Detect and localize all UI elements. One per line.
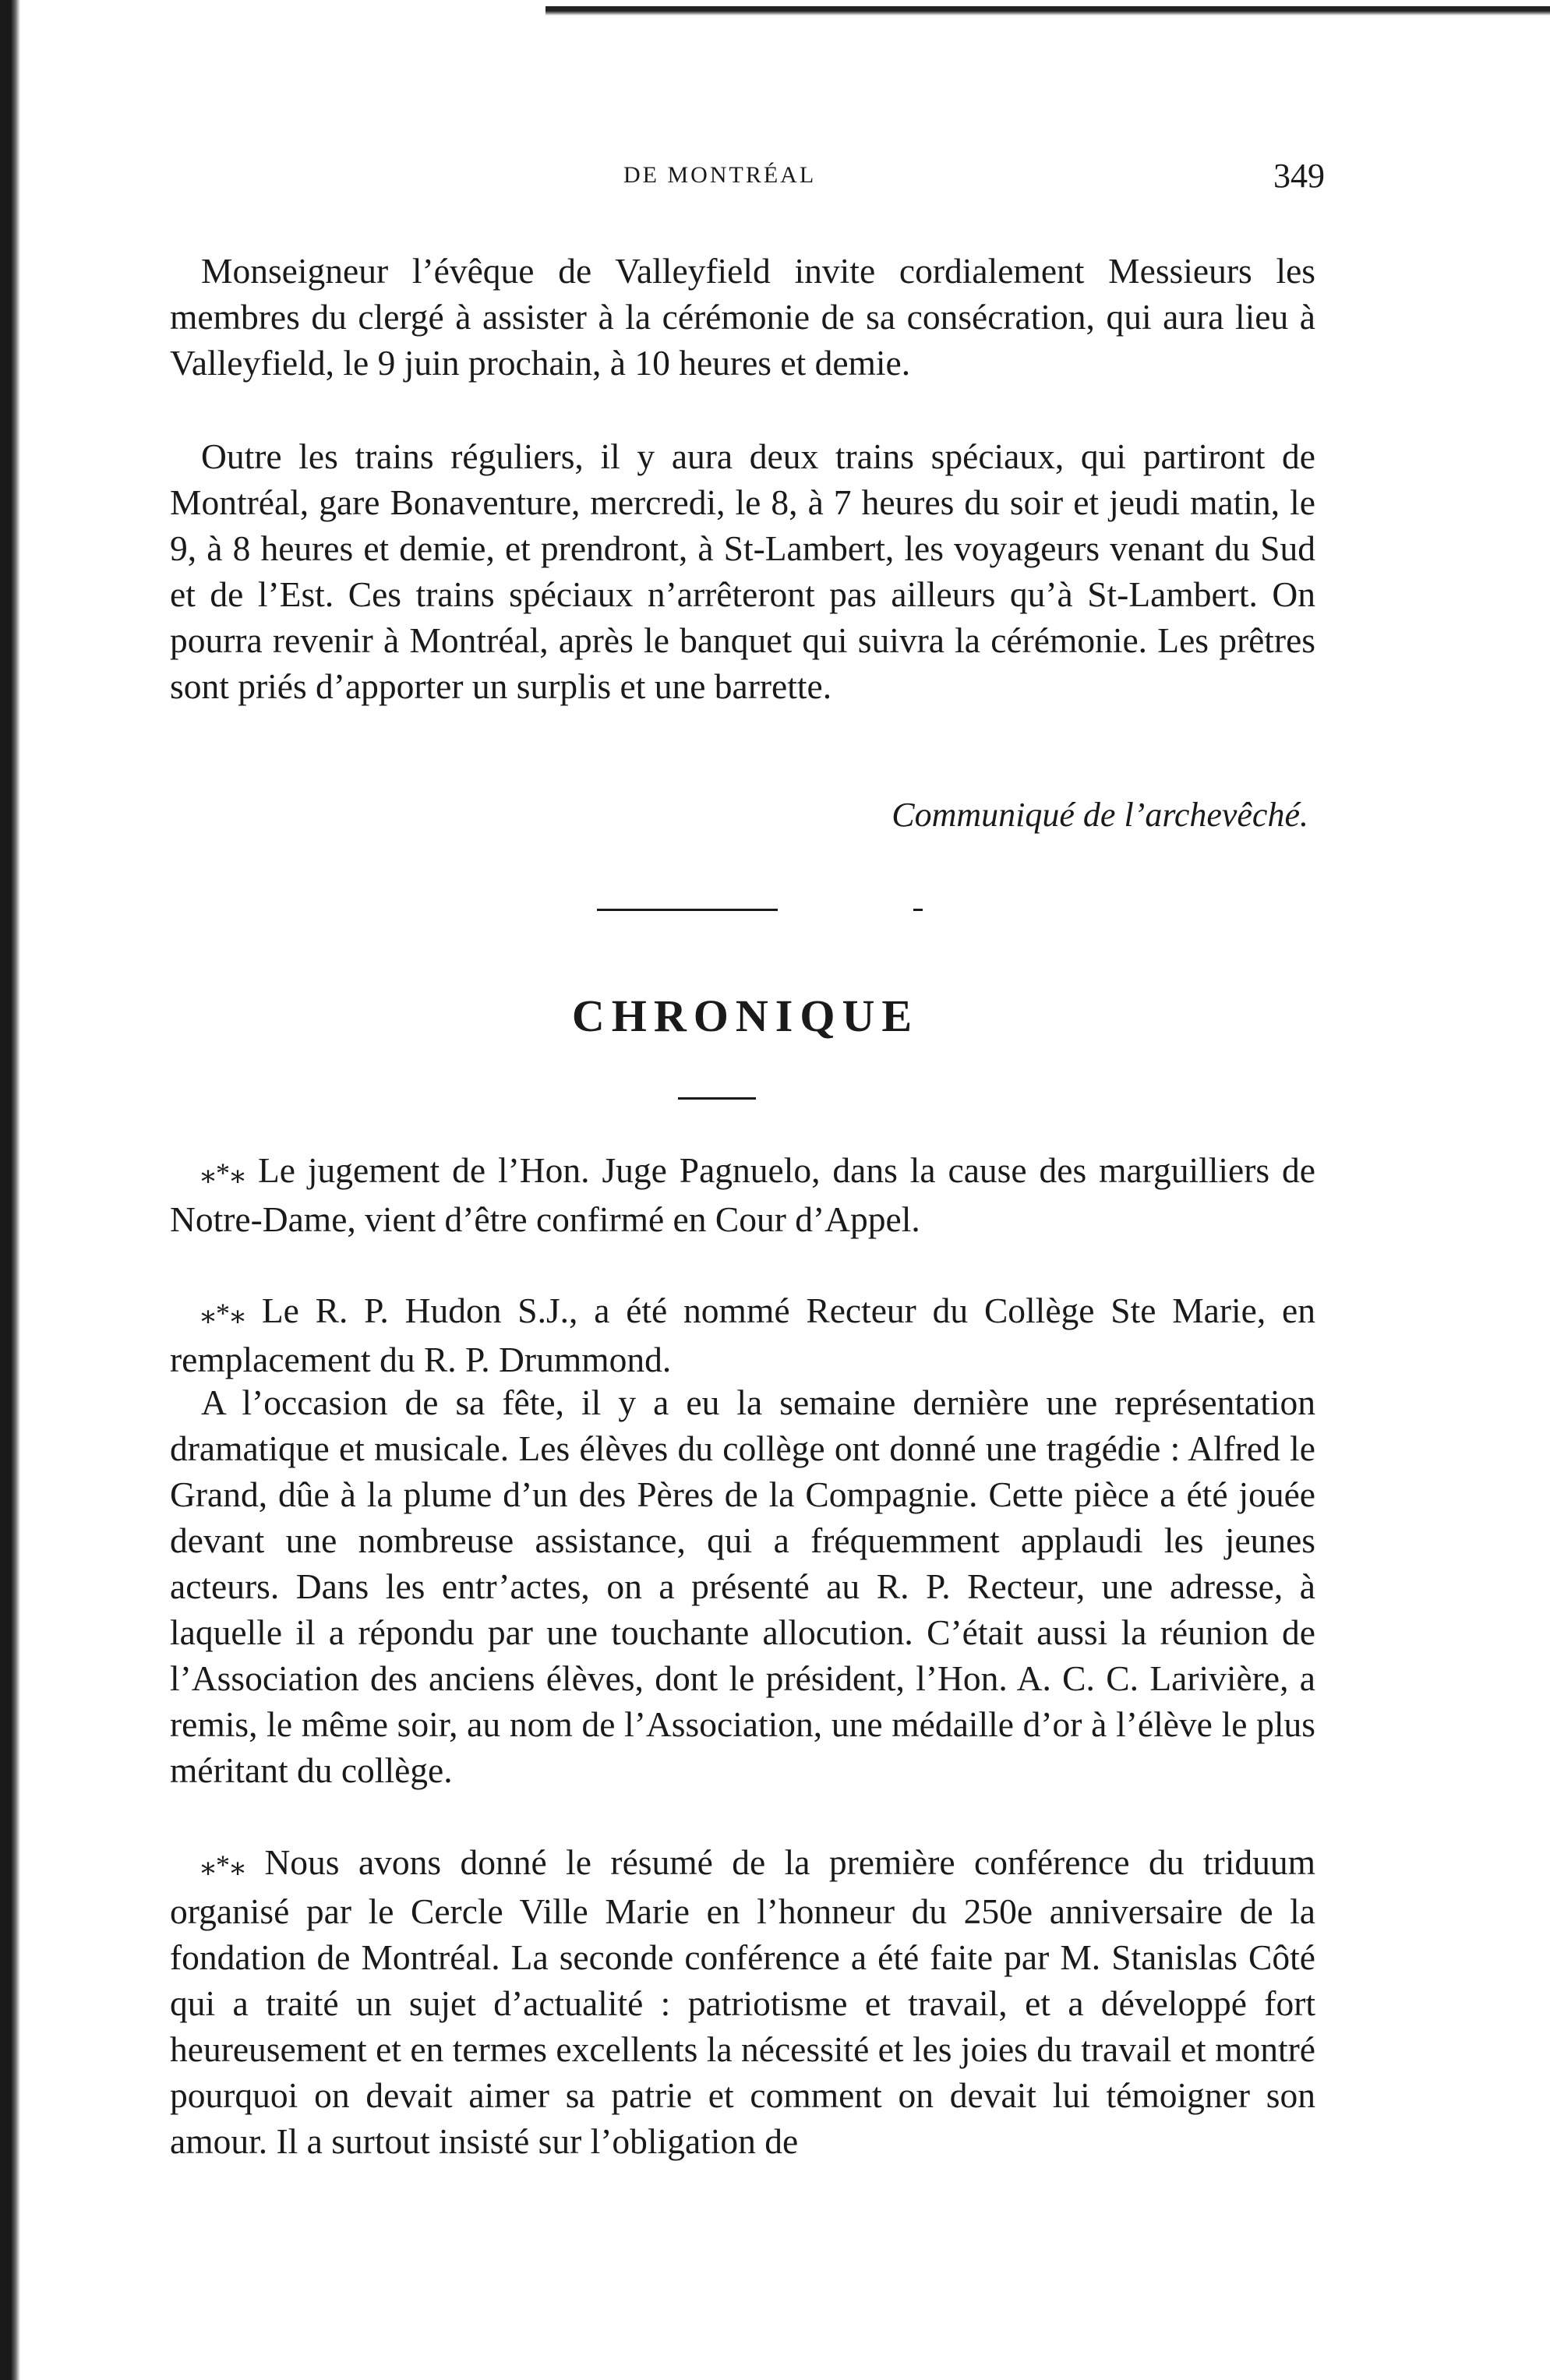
asterism-ornament: ⁎*⁎ (201, 1849, 245, 1880)
running-title: DE MONTRÉAL (623, 162, 817, 188)
divider-rule (913, 909, 923, 911)
divider-rule (597, 909, 778, 911)
chronique-item (170, 1839, 1315, 2164)
announcement-paragraph: Monseigneur l’évêque de Valleyfield invite cordialement Messieurs les membres du clergé à assister à la cérémonie de sa consécration, qui aura lieu à Valleyfield, le 9 juin prochain, à 10 heures et demie. (170, 251, 1315, 383)
chronique-item-text: Le R. P. Hudon S.J., a été nommé Recteur du Collège Ste Marie, en remplacement du R. P. Drummond. (170, 1291, 1315, 1379)
announcement-paragraph: Outre les trains réguliers, il y aura deux trains spéciaux, qui partiront de Montréal, gare Bonaventure, mercredi, le 8, à 7 heures du soir et jeudi matin, le 9, à 8 heures et demie, et prendront, à St-Lambert, les voyageurs venant du Sud et de l’Est. Ces trains spéciaux n’arrêteront pas ailleurs qu’à St-Lambert. On pourra revenir à Montréal, après le banquet qui suivra la cérémonie. Les prêtres sont priés d’apporter un surplis et une barrette. (170, 436, 1315, 706)
divider-rule (678, 1097, 756, 1100)
page-header (187, 156, 1325, 203)
section-title: CHRONIQUE (571, 990, 920, 1041)
chronique-item-text: Le jugement de l’Hon. Juge Pagnuelo, dans la cause des marguilliers de Notre-Dame, vient d’être confirmé en Cour d’Appel. (170, 1150, 1315, 1239)
scan-border-left (0, 0, 20, 2380)
chronique-item (170, 1287, 1315, 1382)
page-number: 349 (1273, 157, 1325, 195)
signature: Communiqué de l’archevêché. (892, 796, 1308, 834)
scan-border-top (546, 6, 1550, 16)
chronique-item-text: Nous avons donné le résumé de la première conférence du triduum organisé par le Cercle Ville Marie en l’honneur du 250e anniversaire de la fondation de Montréal. La seconde conférence a été faite par M. Stanislas Côté qui a traité un sujet d’actualité : patriotisme et travail, et a développé fort heureusement et en termes excellents la nécessité et les joies du travail et montré pourquoi on devait aimer sa patrie et comment on devait lui témoigner son amour. Il a surtout insisté sur l’obligation de (170, 1842, 1315, 2161)
asterism-ornament: ⁎*⁎ (201, 1298, 245, 1329)
asterism-ornament: ⁎*⁎ (201, 1157, 245, 1188)
chronique-item-continued: A l’occasion de sa fête, il y a eu la semaine dernière une représentation dramatique et musicale. Les élèves du collège ont donné une tragédie : Alfred le Grand, dûe à la plume d’un des Pères de la Compagnie. Cette pièce a été jouée devant une nombreuse assistance, qui a fréquemment applaudi les jeunes acteurs. Dans les entr’actes, on a présenté au R. P. Recteur, une adresse, à laquelle il a répondu par une touchante allocution. C’était aussi la réunion de l’Association des anciens élèves, dont le président, l’Hon. A. C. C. Larivière, a remis, le même soir, au nom de l’Association, une médaille d’or à l’élève le plus méritant du collège. (170, 1382, 1315, 1790)
chronique-item (170, 1147, 1315, 1242)
